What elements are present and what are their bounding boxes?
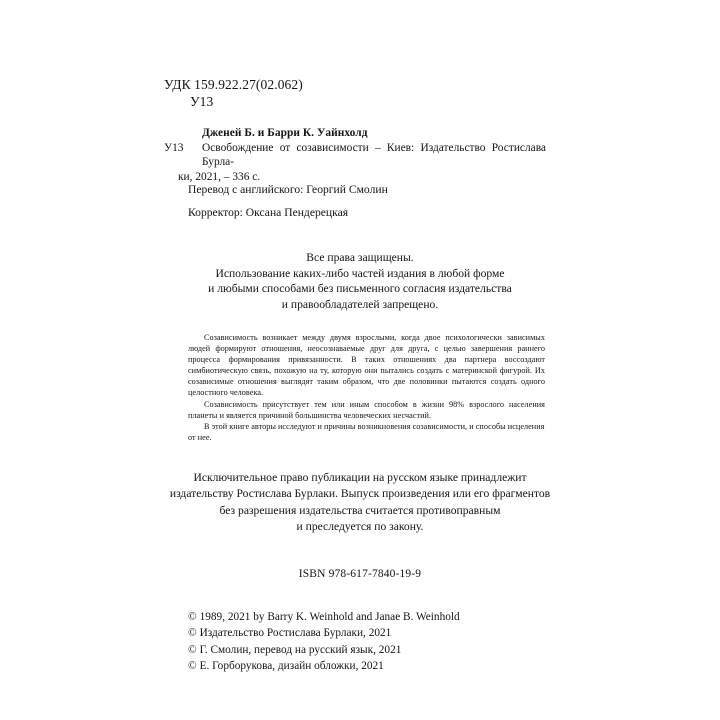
exclusive-rights-line-2: издательству Ростислава Бурлаки. Выпуск произведения или его фрагментов xyxy=(169,487,551,501)
copyright-icon: © xyxy=(188,627,197,640)
rights-notice-line-4: и правообладателей запрещено. xyxy=(281,297,439,311)
annotation-paragraph-3: В этой книге авторы исследуют и причины возникновения созависимости, и способы исцеления от нее. xyxy=(188,421,545,442)
exclusive-rights-line-3: без разрешения издательства считается противоправным xyxy=(219,503,501,517)
credits-block xyxy=(188,178,388,224)
bibliographic-record xyxy=(164,126,546,184)
copyright-icon: © xyxy=(188,643,197,656)
copyright-text: 1989, 2021 by Barry K. Weinhold and Janae B. Weinhold xyxy=(199,611,460,623)
udc-catalog-code: У13 xyxy=(190,94,214,109)
proofreader-credit: Корректор: Оксана Пендерецкая xyxy=(188,206,349,219)
exclusive-rights-line-1: Исключительное право публикации на русском языке принадлежит xyxy=(193,471,527,484)
biblio-shelf-mark: У13 xyxy=(164,141,184,154)
copyright-line xyxy=(188,658,460,674)
copyright-text: Е. Горборукова, дизайн обложки, 2021 xyxy=(199,660,384,673)
biblio-entry-line-2: ки, 2021, – 336 с. xyxy=(178,170,261,183)
exclusive-rights-block xyxy=(0,470,720,536)
isbn: ISBN 978-617-7840-19-9 xyxy=(298,568,422,580)
annotation-block xyxy=(188,332,545,443)
copyright-text: Издательство Ростислава Бурлаки, 2021 xyxy=(199,627,392,640)
annotation-paragraph-2: Созависимость присутствует тем или иным способом в жизни 98% взрослого населения планеты и является причиной большинства человеческих несчастий. xyxy=(188,399,545,420)
rights-notice-line-1: Все права защищены. xyxy=(306,251,414,264)
udc-block xyxy=(164,76,303,110)
biblio-entry-line-1: Освобождение от созависимости – Киев: Издательство Ростислава Бурла- xyxy=(202,141,546,169)
copyright-block xyxy=(188,609,460,675)
copyright-line xyxy=(188,642,460,658)
udc-classification: УДК 159.922.27(02.062) xyxy=(164,77,303,92)
copyright-icon: © xyxy=(188,611,197,623)
copyright-line xyxy=(188,609,460,625)
exclusive-rights-line-4: и преследуется по закону. xyxy=(296,520,424,534)
annotation-paragraph-1: Созависимость возникает между двумя взрослыми, когда двое психологически зависимых людей формируют отношения, неосознаваемые друг для друга, с целью завершения раннего процесса формирования привязанности. В таких отношениях два партнера воссоздают симбиотическую связь, похожую на ту, которую они пытались создать с материнской фигурой. Их созависимые отношения выглядят таким образом, что две половинки пытаются создать одного целостного человека. xyxy=(188,333,545,398)
rights-reserved-notice xyxy=(0,250,720,312)
copyright-line xyxy=(188,625,460,641)
copyright-text: Г. Смолин, перевод на русский язык, 2021 xyxy=(199,643,402,656)
rights-notice-line-2: Использование каких-либо частей издания в любой форме xyxy=(215,266,505,280)
biblio-authors: Дженей Б. и Барри К. Уайнхолд xyxy=(202,127,368,139)
rights-notice-line-3: и любыми способами без письменного согласия издательства xyxy=(208,282,512,296)
translator-credit: Перевод с английского: Георгий Смолин xyxy=(188,183,388,196)
copyright-icon: © xyxy=(188,660,197,673)
